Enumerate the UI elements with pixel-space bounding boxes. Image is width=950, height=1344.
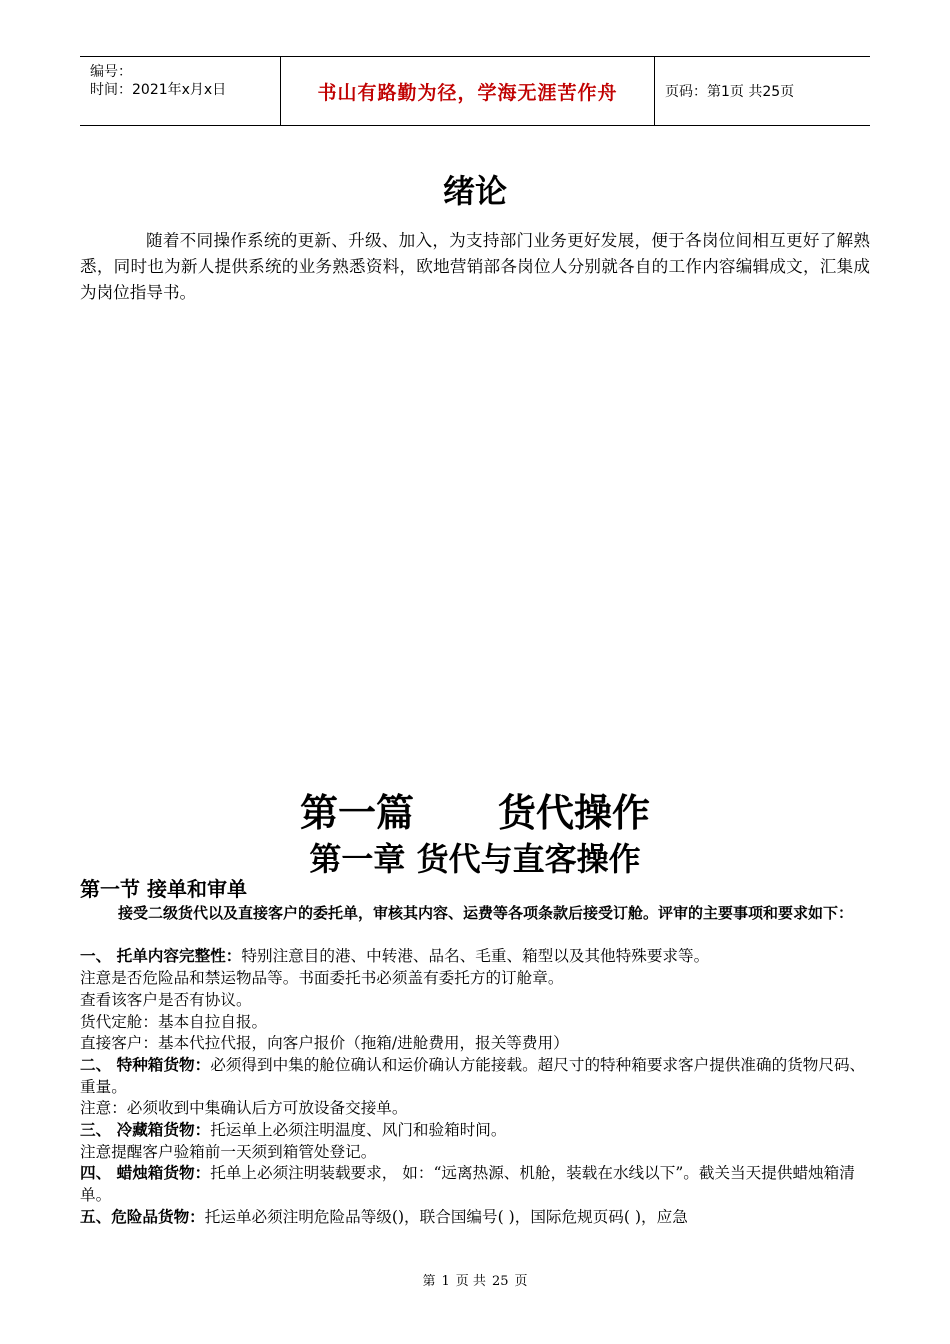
footer-mid: 页 共 bbox=[455, 1274, 486, 1289]
item-3 bbox=[80, 1120, 870, 1142]
item-1-note-4: 直接客户：基本代拉代报，向客户报价（拖箱/进舱费用，报关等费用） bbox=[80, 1034, 569, 1053]
intro-title: 绪论 bbox=[442, 172, 507, 210]
header-page-cell bbox=[655, 57, 870, 125]
part-number: 第一篇 bbox=[299, 791, 414, 835]
time-label: 时间：2021年x月x日 bbox=[90, 82, 227, 98]
item-1-text: 特别注意目的港、中转港、品名、毛重、箱型以及其他特殊要求等。 bbox=[241, 947, 710, 966]
document-header bbox=[80, 56, 870, 126]
item-3-note: 注意提醒客户验箱前一天须到箱管处登记。 bbox=[80, 1142, 377, 1161]
item-5 bbox=[80, 1207, 870, 1229]
item-3-text: 托运单上必须注明温度、风门和验箱时间。 bbox=[210, 1121, 507, 1140]
page-info: 页码：第1页 共25页 bbox=[665, 84, 795, 100]
part-name: 货代操作 bbox=[498, 791, 651, 835]
lead-paragraph: 接受二级货代以及直接客户的委托单，审核其内容、运费等各项条款后接受订舱。评审的主要事项和要求如下： bbox=[118, 904, 854, 922]
page-footer bbox=[0, 1270, 950, 1289]
footer-page: 1 bbox=[441, 1274, 450, 1289]
item-1-note-1: 注意是否危险品和禁运物品等。书面委托书必须盖有委托方的订舱章。 bbox=[80, 969, 564, 988]
section-title: 第一节 接单和审单 bbox=[80, 877, 247, 901]
item-3-label: 三、 冷藏箱货物： bbox=[80, 1121, 211, 1140]
item-5-label: 五、危险品货物： bbox=[80, 1207, 205, 1226]
item-2 bbox=[80, 1055, 870, 1098]
header-meta bbox=[80, 57, 281, 125]
document-body bbox=[80, 903, 870, 1229]
chapter-title: 第一章 货代与直客操作 bbox=[309, 840, 641, 878]
motto: 书山有路勤为径，学海无涯苦作舟 bbox=[317, 81, 618, 104]
number-label: 编号： bbox=[90, 64, 132, 80]
intro-paragraph: 随着不同操作系统的更新、升级、加入，为支持部门业务更好发展，便于各岗位间相互更好了解熟悉，同时也为新人提供系统的业务熟悉资料，欧地营销部各岗位人分别就各自的工作内容编辑成文，汇集成为岗位指导书。 bbox=[80, 231, 870, 302]
item-1-note-3: 货代定舱：基本自拉自报。 bbox=[80, 1012, 268, 1031]
item-1-label: 一、 托单内容完整性： bbox=[80, 947, 242, 966]
footer-suffix: 页 bbox=[514, 1274, 528, 1289]
item-1-note-2: 查看该客户是否有协议。 bbox=[80, 990, 252, 1009]
item-2-text: 必须得到中集的舱位确认和运价确认方能接载。超尺寸的特种箱要求客户提供准确的货物尺码、重量。 bbox=[80, 1055, 866, 1096]
item-2-label: 二、 特种箱货物： bbox=[80, 1055, 211, 1074]
item-4-text: 托单上必须注明装载要求， 如：“远离热源、机舱，装载在水线以下”。截关当天提供蜡烛箱清单。 bbox=[80, 1164, 855, 1205]
item-4 bbox=[80, 1163, 870, 1206]
item-2-note: 注意：必须收到中集确认后方可放设备交接单。 bbox=[80, 1099, 408, 1118]
footer-prefix: 第 bbox=[422, 1274, 436, 1289]
item-5-text: 托运单必须注明危险品等级()，联合国编号( )，国际危规页码( )，应急 bbox=[204, 1207, 688, 1226]
header-motto-cell bbox=[281, 57, 655, 125]
item-4-label: 四、 蜡烛箱货物： bbox=[80, 1164, 211, 1183]
part-title bbox=[0, 782, 950, 837]
footer-total: 25 bbox=[491, 1274, 509, 1289]
item-1 bbox=[80, 946, 870, 968]
